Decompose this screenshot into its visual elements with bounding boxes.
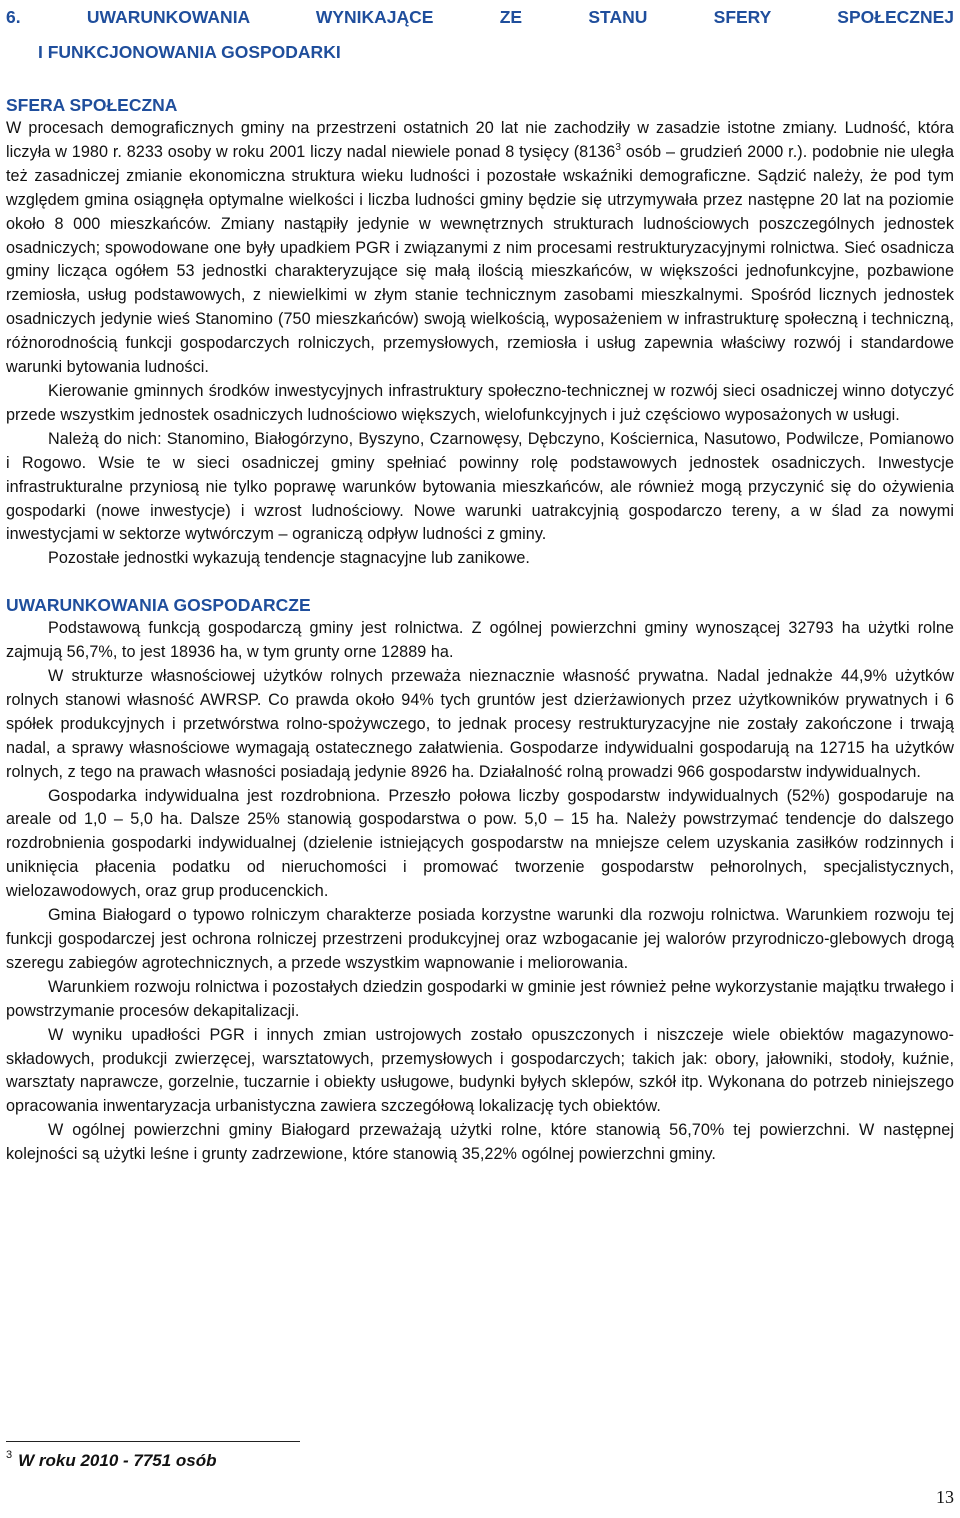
paragraph: W strukturze własnościowej użytków rolnych przeważa nieznacznie własność prywatna. Nadal jednakże 44,9% użytków rolnych stanowi własność AWRSP. Co prawda około 94% tych gruntów jest dzierżawionych przez użytkowników prywatnych i 6 spółek produkcyjnych i przetwórstwa rolno-spożywczego, to jednak procesy restrukturyzacyjne nie zostały zakończone i trwają nadal, a sprawy własnościowe wymagają ostatecznego załatwienia. Gospodarze indywidualni gospodarują na 12715 ha użytków rolnych, z tego na prawach własności posiadają jedynie 8926 ha. Działalność rolną prowadzi 966 gospodarstw indywidualnych. — [6, 667, 954, 781]
footnote-marker: 3 — [6, 1449, 13, 1461]
footnote-text: W roku 2010 - 7751 osób — [18, 1451, 217, 1470]
paragraph-text: osób – grudzień 2000 r.). podobnie nie uległa też zasadniczej zmianie ekonomiczna struktura wieku ludności i pozostałe wskaźniki demograficzne. Sądzić należy, że pod tym względem gmina osiągnęła optymalne wielkości i liczba ludności gminy będzie się utrzymywała przez następne 20 lat na poziomie około 8 000 mieszkańców. Zmiany nastąpiły jedynie w wewnętrznych strukturach ludnościowych poszczególnych jednostek osadniczych; spowodowane one były upadkiem PGR i związanymi z nim procesami restrukturyzacyjnymi rolnictwa. Sieć osadnicza gminy licząca ogółem 53 jednostki charakteryzujące się małą ilością mieszkańców, w większości jednofunkcyjne, pozbawione rzemiosła, usług podstawowych, z niewielkimi w złym stanie technicznym zasobami mieszkalnymi. Spośród licznych jednostek osadniczych jedynie wieś Stanomino (750 mieszkańców) swoją wielkością, wyposażeniem w infrastrukturę społeczną i techniczną, różnorodnością funkcji gospodarczych rolniczych, przemysłowych, rzemiosła i usług zapewnia właściwy rozwój i standardowe warunki bytowania ludności. — [6, 142, 954, 377]
chapter-heading-line2: I FUNKCJONOWANIA GOSPODARKI — [38, 42, 341, 62]
paragraph: Pozostałe jednostki wykazują tendencje stagnacyjne lub zanikowe. — [48, 549, 530, 568]
paragraph: Należą do nich: Stanomino, Białogórzyno, Byszyno, Czarnowęsy, Dębczyno, Kościernica, Nasutowo, Podwilcze, Pomianowo i Rogowo. Wsie te w sieci osadniczej gminy spełniać powinny rolę podstawowych jednostek osadniczych. Inwestycje infrastrukturalne przyniosą nie tylko poprawę warunków bytowania mieszkańców, ale również mogą przyczynić się do ożywienia gospodarki (nowe inwestycje) i wzrost ludnościowy. Nowe warunki uatrakcyjnią gospodarczo tereny, a w ślad za nowymi inwestycjami w sektorze wytwórczym – ograniczą odpływ ludności z gminy. — [6, 429, 954, 544]
footnote-reference[interactable]: 3 — [615, 141, 621, 153]
footnote — [6, 1449, 217, 1473]
page-number: 13 — [936, 1487, 954, 1507]
paragraph: Warunkiem rozwoju rolnictwa i pozostałych dziedzin gospodarki w gminie jest również pełne wykorzystanie majątku trwałego i powstrzymanie procesów dekapitalizacji. — [6, 977, 954, 1020]
paragraph: Gospodarka indywidualna jest rozdrobniona. Przeszło połowa liczby gospodarstw indywidualnych (52%) gospodaruje na areale od 1,0 – 5,0 ha. Dalsze 25% stanowią gospodarstwa o pow. 5,0 – 15 ha. Należy powstrzymać tendencje do dalszego rozdrobnienia gospodarki indywidualnej (dzielenie istniejących gospodarstw na mniejsze celem uzyskania zasiłków rodzinnych i uniknięcia płacenia podatku od nieruchomości i promować tworzenie gospodarstw pełnorolnych, specjalistycznych, wielozawodowych, oraz grup producenckich. — [6, 786, 954, 901]
paragraph: Kierowanie gminnych środków inwestycyjnych infrastruktury społeczno-technicznej w rozwój sieci osadniczej winno dotyczyć przede wszystkim jednostek osadniczych ludnościowo większych, wielofunkcyjnych i już częściowo wyposażonych w usługi. — [6, 381, 954, 424]
paragraph: Podstawową funkcją gospodarczą gminy jest rolnictwa. Z ogólnej powierzchni gminy wynoszącej 32793 ha użytki rolne zajmują 56,7%, to jest 18936 ha, w tym grunty orne 12889 ha. — [6, 619, 954, 662]
footnote-separator — [6, 1441, 300, 1442]
section-title-social: SFERA SPOŁECZNA — [6, 95, 178, 115]
chapter-heading-line1: 6. UWARUNKOWANIA WYNIKAJĄCE ZE STANU SFERY SPOŁECZNEJ — [6, 7, 954, 27]
paragraph: W wyniku upadłości PGR i innych zmian ustrojowych zostało opuszczonych i niszczeje wiele obiektów magazynowo-składowych, produkcji zwierzęcej, warsztatowych, przemysłowych i gospodarczych; takich jak: obory, jałowniki, stodoły, kuźnie, warsztaty naprawcze, gorzelnie, tuczarnie i obiekty usługowe, budynki byłych sklepów, szkół itp. Wykonana do potrzeb niniejszego opracowania inwentaryzacja urbanistyczna zawiera szczegółową lokalizację tych obiektów. — [6, 1025, 954, 1116]
paragraph-text: W procesach demograficznych gminy na przestrzeni ostatnich 20 lat nie zachodziły w zasadzie istotne zmiany. Ludność, która liczyła w 1980 r. 8233 osoby w roku 2001 liczy nadal niewiele ponad 8 tysięcy (8136 — [6, 119, 954, 161]
paragraph: W ogólnej powierzchni gminy Białogard przeważają użytki rolne, które stanowią 56,70% tej powierzchni. W następnej kolejności są użytki leśne i grunty zadrzewione, które stanowią 35,22% ogólnej powierzchni gminy. — [6, 1121, 954, 1164]
paragraph: Gmina Białogard o typowo rolniczym charakterze posiada korzystne warunki dla rozwoju rolnictwa. Warunkiem rozwoju tej funkcji gospodarczej jest ochrona rolniczej przestrzeni produkcyjnej oraz wzbogacanie jej walorów przyrodniczo-glebowych drogą szeregu zabiegów agrotechnicznych, a przede wszystkim wapnowanie i meliorowania. — [6, 906, 954, 972]
chapter-heading — [6, 0, 954, 70]
section-title-economic: UWARUNKOWANIA GOSPODARCZE — [6, 595, 311, 616]
paragraph — [6, 117, 954, 380]
